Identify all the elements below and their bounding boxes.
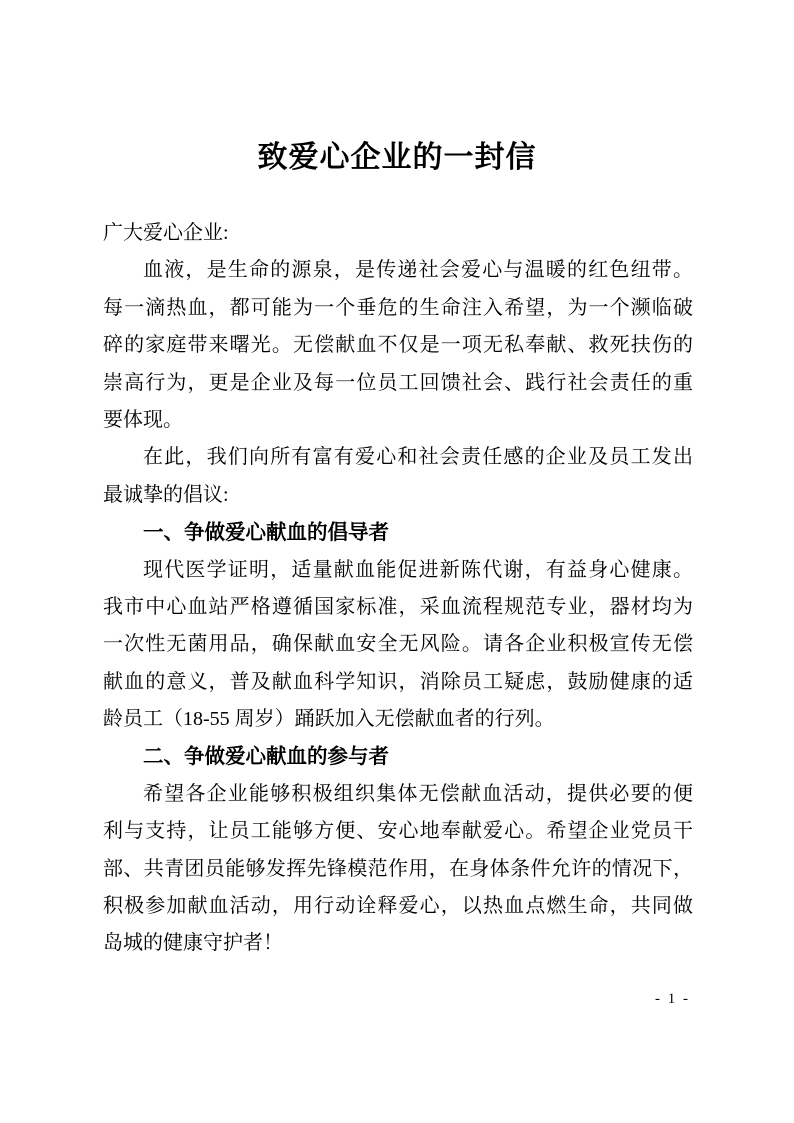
- section-heading-1: 一、争做爱心献血的倡导者: [143, 521, 389, 545]
- letter-body: [103, 215, 693, 963]
- body-line: 崇高行为，更是企业及每一位员工回馈社会、践行社会责任的重: [103, 371, 693, 394]
- body-line: 一次性无菌用品，确保献血安全无风险。请各企业积极宣传无偿: [103, 633, 693, 656]
- body-line: 碎的家庭带来曙光。无偿献血不仅是一项无私奉献、救死扶伤的: [103, 334, 693, 357]
- body-line: 积极参加献血活动，用行动诠释爱心，以热血点燃生命，共同做: [103, 895, 693, 918]
- body-line: 利与支持，让员工能够方便、安心地奉献爱心。希望企业党员干: [103, 820, 693, 843]
- body-line: 在此，我们向所有富有爱心和社会责任感的企业及员工发出: [143, 446, 693, 469]
- body-line: 最诚挚的倡议:: [103, 483, 229, 506]
- body-line: 我市中心血站严格遵循国家标准，采血流程规范专业，器材均为: [103, 595, 693, 618]
- page-number: - 1 -: [655, 991, 690, 1007]
- closing-line: 岛城的健康守护者！: [103, 932, 283, 955]
- body-line: 每一滴热血，都可能为一个垂危的生命注入希望，为一个濒临破: [103, 296, 693, 319]
- body-line: 现代医学证明，适量献血能促进新陈代谢，有益身心健康。: [143, 558, 693, 581]
- body-line: 部、共青团员能够发挥先锋模范作用，在身体条件允许的情况下，: [103, 857, 693, 880]
- body-line: 希望各企业能够积极组织集体无偿献血活动，提供必要的便: [143, 782, 693, 805]
- body-line: 要体现。: [103, 408, 183, 431]
- body-line: 龄员工（18-55 周岁）踊跃加入无偿献血者的行列。: [103, 708, 555, 731]
- salutation-line: 广大爱心企业:: [103, 222, 229, 244]
- body-line: 血液，是生命的源泉，是传递社会爱心与温暖的红色纽带。: [143, 259, 693, 282]
- section-heading-2: 二、争做爱心献血的参与者: [143, 745, 389, 769]
- document-title: 致爱心企业的一封信: [257, 141, 537, 174]
- body-line: 献血的意义，普及献血科学知识，消除员工疑虑，鼓励健康的适: [103, 670, 693, 693]
